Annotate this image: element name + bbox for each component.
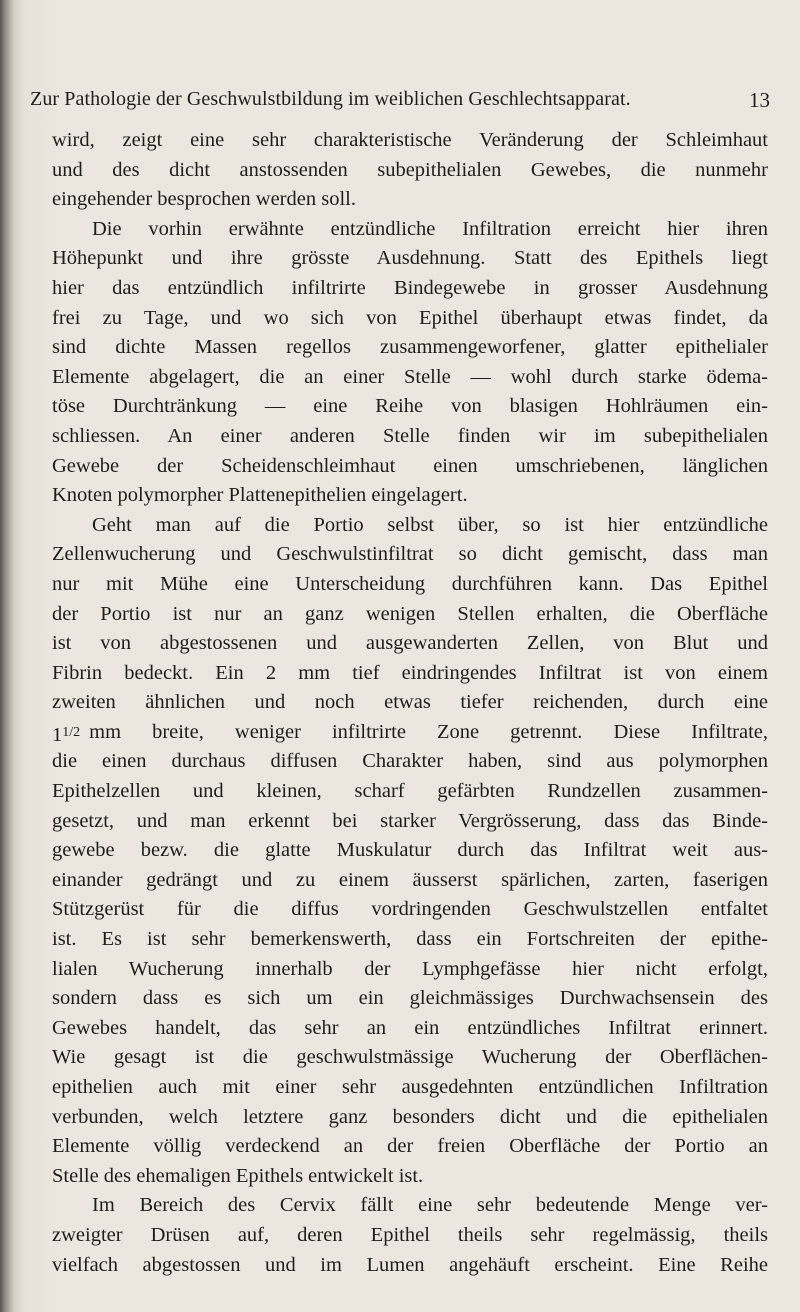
text-line: einander gedrängt und zu einem äusserst spärlichen, zarten, faserigen <box>52 868 768 891</box>
text-line: vielfach abgestossen und im Lumen angehäuft erscheint. Eine Reihe <box>52 1253 768 1276</box>
page-number: 13 <box>749 88 770 112</box>
text-line: Knoten polymorpher Plattenepithelien eingelagert. <box>52 484 468 507</box>
text-line: Gewebe der Scheidenschleimhaut einen umschriebenen, länglichen <box>52 454 768 477</box>
text-line: Fibrin bedeckt. Ein 2 mm tief eindringendes Infiltrat ist von einem <box>52 661 768 684</box>
text-line: Im Bereich des Cervix fällt eine sehr bedeutende Menge ver- <box>92 1194 768 1217</box>
text-line: zweigter Drüsen auf, deren Epithel theils sehr regelmässig, theils <box>52 1223 768 1246</box>
page-header <box>30 88 770 116</box>
text-line: gewebe bezw. die glatte Muskulatur durch das Infiltrat weit aus- <box>52 839 768 862</box>
text-line: Stelle des ehemaligen Epithels entwickelt ist. <box>52 1164 424 1187</box>
text-line: der Portio ist nur an ganz wenigen Stellen erhalten, die Oberfläche <box>52 602 768 625</box>
text-line: wird, zeigt eine sehr charakteristische Veränderung der Schleimhaut <box>52 129 768 151</box>
text-line: frei zu Tage, und wo sich von Epithel überhaupt etwas findet, da <box>52 306 768 329</box>
text-line: hier das entzündlich infiltrirte Bindegewebe in grosser Ausdehnung <box>52 276 768 299</box>
text-line: sind dichte Massen regellos zusammengeworfener, glatter epithelialer <box>52 336 768 359</box>
text-line: sondern dass es sich um ein gleichmässiges Durchwachsensein des <box>52 987 768 1010</box>
text-line: epithelien auch mit einer sehr ausgedehnten entzündlichen Infiltration <box>52 1076 768 1098</box>
text-line: die einen durchaus diffusen Charakter haben, sind aus polymorphen <box>52 750 768 773</box>
text-line: eingehender besprochen werden soll. <box>52 188 356 211</box>
text-line: Geht man auf die Portio selbst über, so ist hier entzündliche <box>92 513 768 536</box>
text-line: Gewebes handelt, das sehr an ein entzündliches Infiltrat erinnert. <box>52 1016 768 1039</box>
text-line: ist. Es ist sehr bemerkenswerth, dass ein Fortschreiten der epithe- <box>52 928 768 951</box>
text-line: und des dicht anstossenden subepithelialen Gewebes, die nunmehr <box>52 158 768 181</box>
text-line: verbunden, welch letztere ganz besonders dicht und die epithelialen <box>52 1105 768 1128</box>
text-line: lialen Wucherung innerhalb der Lymphgefässe hier nicht erfolgt, <box>52 957 768 980</box>
text-line: Stützgerüst für die diffus vordringenden Geschwulstzellen entfaltet <box>52 898 768 921</box>
text-line: töse Durchtränkung — eine Reihe von blasigen Hohlräumen ein- <box>52 395 768 418</box>
text-line: Elemente völlig verdeckend an der freien Oberfläche der Portio an <box>52 1135 768 1158</box>
body-text <box>52 126 768 1280</box>
fraction: $1^{1/2}$ <box>52 723 81 746</box>
text-line: Zellenwucherung und Geschwulstinfiltrat so dicht gemischt, dass man <box>52 543 768 566</box>
text-line: ist von abgestossenen und ausgewanderten Zellen, von Blut und <box>52 632 768 655</box>
text-line: nur mit Mühe eine Unterscheidung durchführen kann. Das Epithel <box>52 572 768 595</box>
text-line: zweiten ähnlichen und noch etwas tiefer reichenden, durch eine <box>52 691 768 714</box>
text-line: Wie gesagt ist die geschwulstmässige Wucherung der Oberflächen- <box>52 1046 768 1069</box>
text-line: schliessen. An einer anderen Stelle finden wir im subepithelialen <box>52 424 768 447</box>
text-line-with-fraction: $1^{1/2}$ mm breite, weniger infiltrirte Zone getrennt. Diese Infiltrate, <box>52 718 768 748</box>
text-line: Epithelzellen und kleinen, scharf gefärbten Rundzellen zusammen- <box>52 780 768 803</box>
text-line: gesetzt, und man erkennt bei starker Vergrösserung, dass das Binde- <box>52 809 768 832</box>
text-line: Die vorhin erwähnte entzündliche Infiltration erreicht hier ihren <box>92 217 768 240</box>
text-line: Elemente abgelagert, die an einer Stelle — wohl durch starke ödema- <box>52 365 768 388</box>
running-title: Zur Pathologie der Geschwulstbildung im weiblichen Geschlechtsapparat. <box>30 88 631 110</box>
text-line: Höhepunkt und ihre grösste Ausdehnung. Statt des Epithels liegt <box>52 247 768 270</box>
